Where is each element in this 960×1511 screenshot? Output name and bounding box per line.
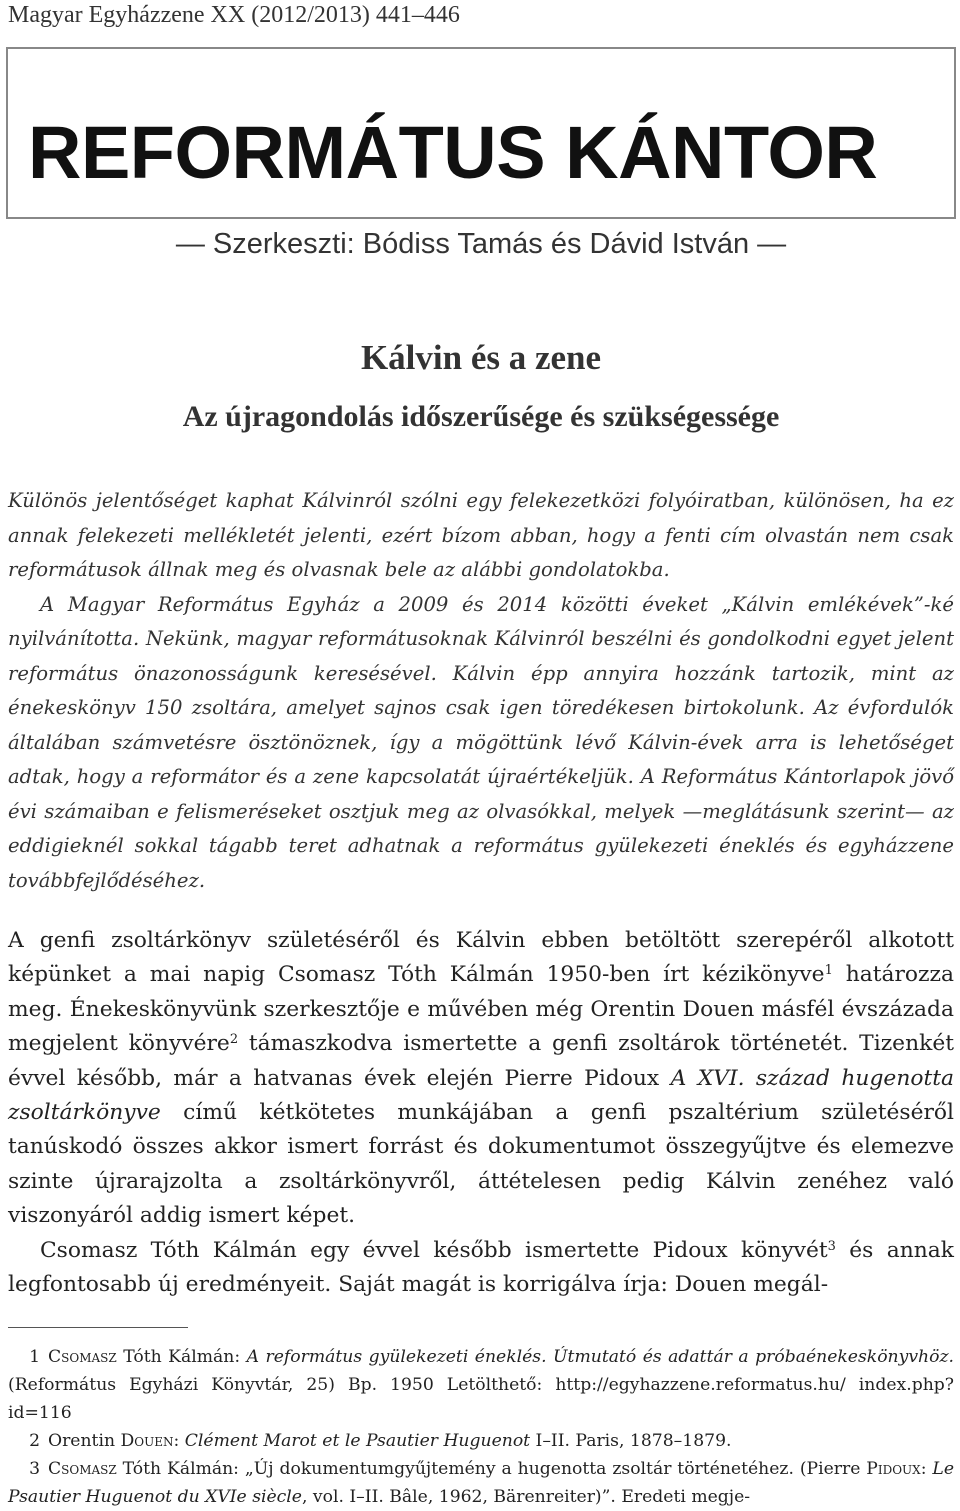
footnote-author: Csomasz [48, 1347, 117, 1367]
book-title: A XVI. század hugenotta zsoltárkönyve [8, 1065, 954, 1126]
footnote-title: Clément Marot et le Psautier Huguenot [184, 1431, 531, 1451]
footnote-text: Tóth Kálmán: [116, 1347, 247, 1367]
footnotes [8, 1343, 954, 1511]
footnote-ref-3: 3 [827, 1238, 836, 1254]
intro-paragraph-2: A Magyar Református Egyház a 2009 és 2014 közötti éveket „Kálvin emlékévek”-ké nyilvánította. Nekünk, magyar reformátusoknak Kálvinról beszélni és gondolkodni egyet jelent református önazonosságunk keresésével. Kálvin épp annyira hozzánk tartozik, mint az énekeskönyv 150 zsoltára, amelyet sajnos csak igen töredékesen birtokolunk. Az évfordulók általában számvetésre ösztönöznek, így a mögöttünk lévő Kálvin-évek arra is lehetőséget adtak, hogy a reformátor és a zene kapcsolatát újraértékeljük. A Református Kántorlapok jövő évi számaiban e felismeréseket osztjuk meg az olvasókkal, melyek —meglátásunk szerint— az eddigieknél sokkal tágabb teret adhatnak a református gyülekezeti éneklés és egyházzene továbbfejlődéséhez. [8, 592, 954, 892]
footnote-text: I–II. Paris, 1878–1879. [530, 1431, 732, 1451]
editors-line: — Szerkeszti: Bódiss Tamás és Dávid István — [175, 228, 787, 260]
body-text [8, 924, 954, 1302]
article-subtitle: Az újragondolás időszerűsége és szükségessége [182, 400, 780, 433]
body-text-run: című kétkötetes munkájában a genfi pszaltérium születéséről tanúskodó összes akkor ismert forrást és dokumentumot összegyűjtve és elemezve szinte újrarajzolta a zsoltárkönyvről, áttételesen pedig Kálvin zenéhez való viszonyáról addig ismert képet. [8, 1100, 954, 1229]
footnote-text: (Református Egyházi Könyvtár, 25) Bp. 1950 Letölthető: http://egyhazzene.reformatus.hu/ index.php?id=116 [8, 1375, 954, 1423]
body-text-run: A genfi zsoltárkönyv születéséről és Kálvin ebben betöltött szerepéről alkotott képünket a mai napig Csomasz Tóth Kálmán 1950-ben írt kézikönyve [8, 928, 954, 988]
footnote-text: Tóth Kálmán: „Új dokumentumgyűjtemény a hugenotta zsoltár történetéhez. (Pierre [116, 1459, 867, 1479]
footnote-author: Pidoux [866, 1459, 921, 1479]
section-title: REFORMÁTUS KÁNTOR [28, 111, 878, 194]
footnote-text: Orentin [48, 1431, 121, 1451]
footnote-1 [8, 1343, 954, 1427]
footnote-number: 1 [29, 1347, 40, 1367]
body-text-run: Csomasz Tóth Kálmán egy évvel később ismertette Pidoux könyvét [40, 1237, 828, 1263]
footnote-author: Douen [120, 1431, 174, 1451]
intro-paragraph-1: Különös jelentőséget kaphat Kálvinról szólni egy felekezetközi folyóiratban, különösen, ha ez annak felekezeti mellékletét jelenti, ezért bízom abban, hogy a fenti cím olvastán nem csak reformátusok állnak meg és olvasnak bele az alábbi gondolatokba. [8, 489, 954, 581]
body-paragraph-1 [8, 924, 954, 1234]
article-title: Kálvin és a zene [360, 338, 602, 377]
footnote-text: : [173, 1431, 185, 1451]
footnote-text: : [920, 1459, 933, 1479]
footnote-title: A református gyülekezeti éneklés. Útmutató és adattár a próbaénekeskönyvhöz. [246, 1347, 954, 1367]
footnote-title: Le Psautier Huguenot du XVIe siècle [8, 1459, 954, 1507]
body-text-run: támaszkodva ismertette a genfi zsoltárok történetét. Tizenkét évvel később, már a hatvanas évek elején Pierre Pidoux [8, 1031, 954, 1091]
body-paragraph-2 [8, 1234, 954, 1303]
footnote-author: Csomasz [48, 1459, 117, 1479]
footnote-text: , vol. I–II. Bâle, 1962, Bärenreiter)”. Eredeti megje- [301, 1487, 751, 1507]
intro-text [8, 484, 954, 898]
body-text-run: határozza meg. Énekeskönyvünk szerkesztője e művében még Orentin Douen másfél évszázada megjelent könyvére [8, 962, 954, 1057]
footnote-2 [8, 1427, 954, 1455]
footnote-number: 3 [29, 1459, 40, 1479]
footnote-3 [8, 1455, 954, 1511]
body-text-run: és annak legfontosabb új eredményeit. Saját magát is korrigálva írja: Douen megál- [8, 1237, 954, 1298]
footnote-ref-1: 1 [824, 963, 833, 979]
footnote-divider [8, 1327, 188, 1328]
footnote-number: 2 [29, 1431, 40, 1451]
running-head: Magyar Egyházzene XX (2012/2013) 441–446 [8, 2, 460, 28]
footnote-ref-2: 2 [229, 1032, 239, 1048]
